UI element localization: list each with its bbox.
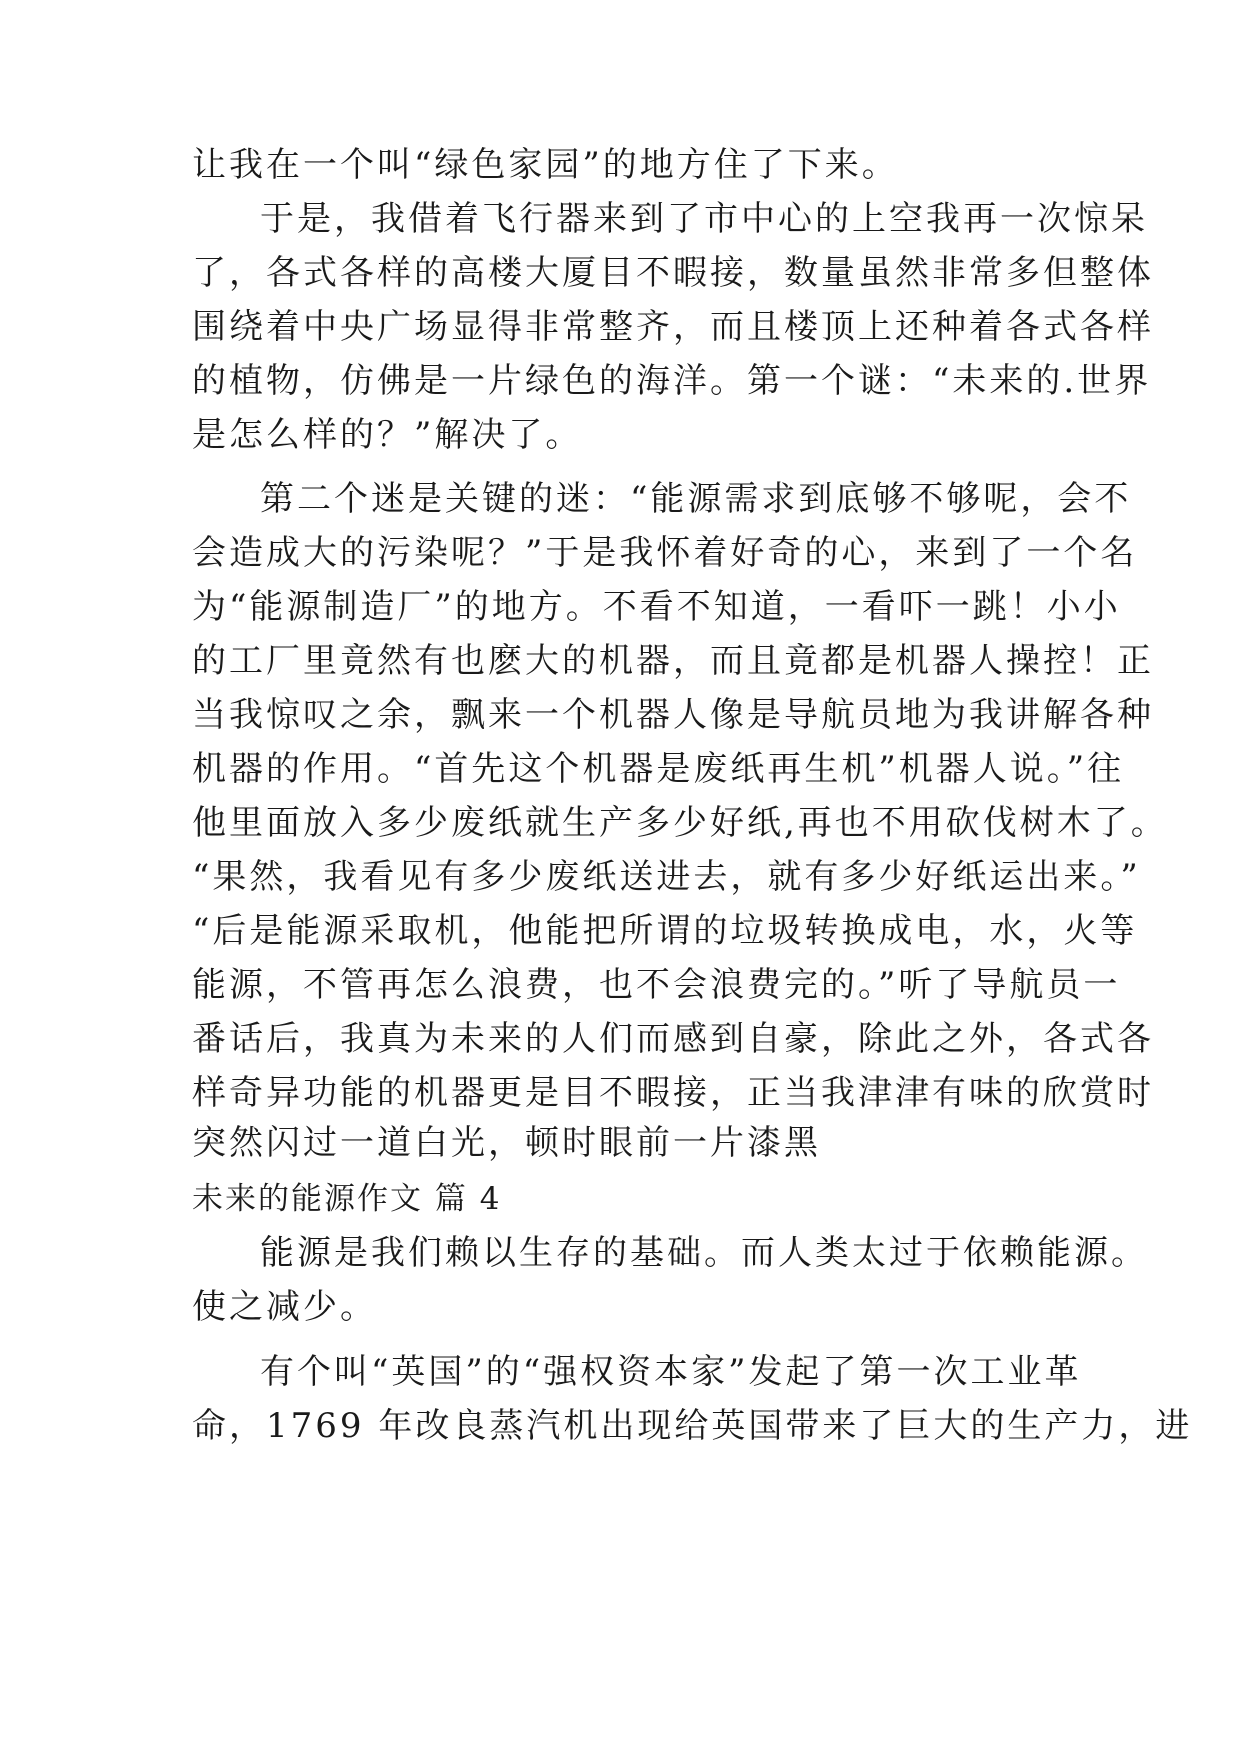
text-line: 让我在一个叫“绿色家园”的地方住了下来。 <box>192 145 899 185</box>
text-line: 了，各式各样的高楼大厦目不暇接，数量虽然非常多但整体 <box>192 253 1154 293</box>
text-line: 会造成大的污染呢？”于是我怀着好奇的心，来到了一个名 <box>192 533 1138 573</box>
text-line: 番话后，我真为未来的人们而感到自豪，除此之外，各式各 <box>192 1019 1154 1059</box>
text-line: 于是，我借着飞行器来到了市中心的上空我再一次惊呆 <box>260 199 1148 239</box>
text-line: 机器的作用。“首先这个机器是废纸再生机”机器人说。”往 <box>192 749 1125 789</box>
text-line: 能源，不管再怎么浪费，也不会浪费完的。”听了导航员一 <box>192 965 1121 1005</box>
section-heading: 未来的能源作文 篇 4 <box>192 1181 502 1217</box>
text-line: 命，1769 年改良蒸汽机出现给英国带来了巨大的生产力，进 <box>192 1406 1193 1446</box>
text-line: 是怎么样的？”解决了。 <box>192 415 583 455</box>
text-line: “果然，我看见有多少废纸送进去，就有多少好纸运出来。” <box>192 857 1141 897</box>
text-line: “后是能源采取机，他能把所谓的垃圾转换成电，水，火等 <box>192 911 1138 951</box>
text-line: 样奇异功能的机器更是目不暇接，正当我津津有味的欣赏时 <box>192 1073 1154 1113</box>
text-line: 为“能源制造厂”的地方。不看不知道，一看吓一跳！小小 <box>192 587 1121 627</box>
text-line: 围绕着中央广场显得非常整齐，而且楼顶上还种着各式各样 <box>192 307 1154 347</box>
text-line: 的植物，仿佛是一片绿色的海洋。第一个谜：“未来的.世界 <box>192 361 1152 401</box>
text-line: 第二个迷是关键的迷：“能源需求到底够不够呢，会不 <box>260 479 1132 519</box>
text-line: 的工厂里竟然有也麽大的机器，而且竟都是机器人操控！正 <box>192 641 1154 681</box>
text-line: 他里面放入多少废纸就生产多少好纸,再也不用砍伐树木了。 <box>192 803 1168 843</box>
text-line: 当我惊叹之余，飘来一个机器人像是导航员地为我讲解各种 <box>192 695 1154 735</box>
text-line: 有个叫“英国”的“强权资本家”发起了第一次工业革 <box>260 1352 1082 1392</box>
text-line: 能源是我们赖以生存的基础。而人类太过于依赖能源。 <box>260 1233 1148 1273</box>
text-line: 突然闪过一道白光，顿时眼前一片漆黑 <box>192 1123 821 1163</box>
text-line: 使之减少。 <box>192 1287 377 1327</box>
